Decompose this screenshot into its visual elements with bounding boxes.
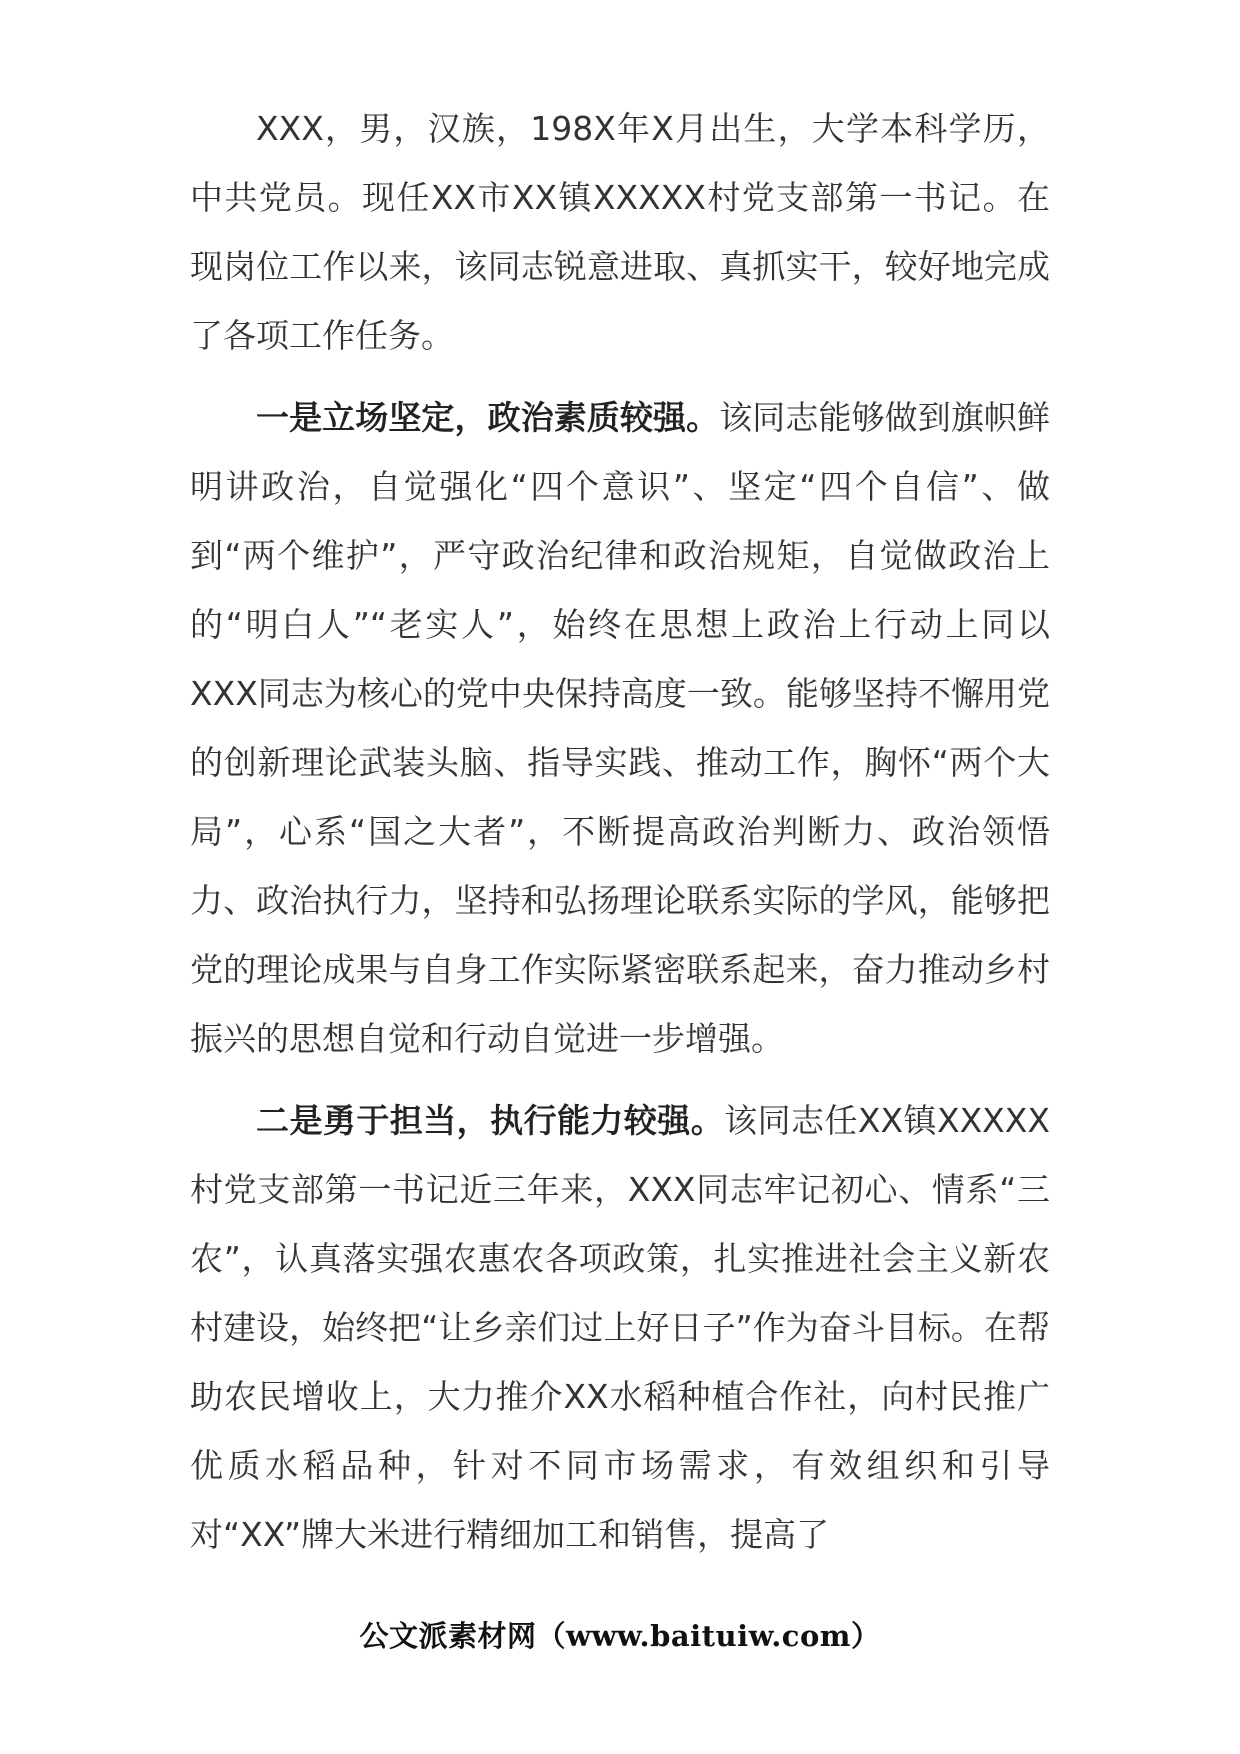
paragraph-heading: 二是勇于担当，执行能力较强。 (256, 1101, 725, 1140)
paragraph-heading: 一是立场坚定，政治素质较强。 (256, 398, 720, 437)
paragraph-political-quality (190, 383, 1050, 1073)
paragraph-intro (190, 94, 1050, 370)
paragraph-text: 该同志任XX镇XXXXX村党支部第一书记近三年来，XXX同志牢记初心、情系“三农”，认真落实强农惠农各项政策，扎实推进社会主义新农村建设，始终把“让乡亲们过上好日子”作为奋斗目标。在帮助农民增收上，大力推介XX水稻种植合作社，向村民推广优质水稻品种，针对不同市场需求，有效组织和引导对“XX”牌大米进行精细加工和销售，提高了 (190, 1101, 1050, 1554)
paragraph-execution-ability (190, 1086, 1050, 1569)
paragraph-text: 该同志能够做到旗帜鲜明讲政治，自觉强化“四个意识”、坚定“四个自信”、做到“两个维护”，严守政治纪律和政治规矩，自觉做政治上的“明白人”“老实人”，始终在思想上政治上行动上同以XXX同志为核心的党中央保持高度一致。能够坚持不懈用党的创新理论武装头脑、指导实践、推动工作，胸怀“两个大局”，心系“国之大者”，不断提高政治判断力、政治领悟力、政治执行力，坚持和弘扬理论联系实际的学风，能够把党的理论成果与自身工作实际紧密联系起来，奋力推动乡村振兴的思想自觉和行动自觉进一步增强。 (190, 398, 1051, 1058)
document-body (190, 94, 1050, 1569)
paragraph-text: XXX，男，汉族，198X年X月出生，大学本科学历，中共党员。现任XX市XX镇XXXXX村党支部第一书记。在现岗位工作以来，该同志锐意进取、真抓实干，较好地完成了各项工作任务。 (190, 109, 1050, 355)
footer-watermark: 公文派素材网（www.baituiw.com） (359, 1619, 881, 1653)
